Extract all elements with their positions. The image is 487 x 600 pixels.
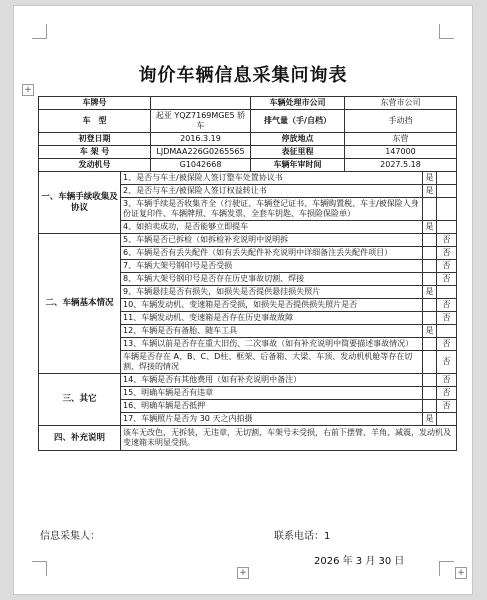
question-text: 6、车辆是否有丢失配件（如有丢失配件补充说明中详细备注丢失配件项目）: [121, 247, 423, 260]
answer-yes: 是: [423, 413, 437, 426]
table-move-handle-icon[interactable]: +: [22, 84, 34, 96]
info-row: [39, 146, 457, 159]
document-page: [14, 6, 472, 594]
answer-yes: [423, 234, 437, 247]
page-corner-mark: [439, 24, 454, 39]
question-text: 11、车辆发动机、变速箱是否存在历史事故故障: [121, 312, 423, 325]
question-text: 12、车辆是否有备胎、随车工具: [121, 325, 423, 338]
table-row: [39, 172, 457, 185]
answer-no: 否: [437, 338, 457, 351]
info-value: 起亚 YQZ7169MGE5 轿车: [151, 110, 251, 133]
answer-yes: [423, 247, 437, 260]
info-value: [151, 97, 251, 110]
answer-yes: 是: [423, 286, 437, 299]
page-corner-mark: [439, 561, 454, 576]
question-text: 1、是否与车主/被保险人签订整车处置协议书: [121, 172, 423, 185]
inquiry-form-table: [38, 96, 457, 451]
info-row: [39, 159, 457, 172]
info-value: 2016.3.19: [151, 133, 251, 146]
question-text: 2、是否与车主/被保险人签订权益转让书: [121, 185, 423, 198]
answer-no: 否: [437, 312, 457, 325]
phone-value: 1: [324, 531, 331, 542]
question-text: 16、明确车辆是否抵押: [121, 400, 423, 413]
answer-no: 否: [437, 273, 457, 286]
answer-no: 否: [437, 234, 457, 247]
info-label: 停放地点: [251, 133, 345, 146]
info-label: 车 型: [39, 110, 151, 133]
info-label: 车牌号: [39, 97, 151, 110]
info-value: 2027.5.18: [345, 159, 457, 172]
answer-no: [437, 325, 457, 338]
table-resize-handle-icon[interactable]: +: [455, 567, 467, 579]
info-label: 发动机号: [39, 159, 151, 172]
info-row: [39, 133, 457, 146]
answer-yes: 是: [423, 221, 437, 234]
answer-yes: [423, 198, 437, 221]
phone-field: [274, 527, 330, 542]
question-text: 10、车辆发动机、变速箱是否受损，如损失是否提供损失照片是否: [121, 299, 423, 312]
answer-no: 否: [437, 260, 457, 273]
answer-no: 否: [437, 374, 457, 387]
answer-no: 否: [437, 247, 457, 260]
supplement-row: [39, 426, 457, 451]
info-label: 表征里程: [251, 146, 345, 159]
section-label: 一、车辆手续收集及协议: [39, 172, 121, 234]
question-text: 15、明确车辆是否有违章: [121, 387, 423, 400]
question-text: 3、车辆手续是否收集齐全（行驶证、车辆登记证书、车辆购置税、车主/被保险人身份证复印件、车辆牌照、车辆发票、全套车钥匙、车损险保险单）: [121, 198, 423, 221]
info-value: LJDMAA226G0265565: [151, 146, 251, 159]
info-label: 排气量（手/自档）: [251, 110, 345, 133]
answer-no: [437, 286, 457, 299]
info-label: 初登日期: [39, 133, 151, 146]
answer-no: [437, 413, 457, 426]
answer-no: [437, 172, 457, 185]
answer-no: 否: [437, 299, 457, 312]
answer-yes: [423, 400, 437, 413]
answer-yes: [423, 338, 437, 351]
question-text: 13、车辆以前是否存在重大旧伤、二次事故（如有补充说明中简要描述事故情况）: [121, 338, 423, 351]
section-label: 二、车辆基本情况: [39, 234, 121, 374]
answer-no: [437, 198, 457, 221]
answer-no: 否: [437, 351, 457, 374]
answer-yes: [423, 299, 437, 312]
page-corner-mark: [32, 24, 47, 39]
answer-yes: [423, 273, 437, 286]
supplement-label: 四、补充说明: [39, 426, 121, 451]
answer-yes: [423, 387, 437, 400]
question-text: 车辆是否存在 A、B、C、D柱、框架、后备箱、大梁、车顶、发动机机舱等存在切割、焊接的情况: [121, 351, 423, 374]
info-value: G1042668: [151, 159, 251, 172]
question-text: 14、车辆是否有其他费用（如有补充说明中备注）: [121, 374, 423, 387]
answer-yes: [423, 260, 437, 273]
question-text: 9、车辆悬挂是否有损失，如损失是否提供悬挂损失照片: [121, 286, 423, 299]
answer-yes: 是: [423, 172, 437, 185]
page-title: 询价车辆信息采集问询表: [138, 65, 348, 86]
answer-yes: [423, 312, 437, 325]
info-label: 车 架 号: [39, 146, 151, 159]
question-text: 4、如拍卖成功，是否能够立即提车: [121, 221, 423, 234]
answer-no: [437, 221, 457, 234]
question-text: 7、车辆大架号钢印号是否受损: [121, 260, 423, 273]
answer-yes: 是: [423, 185, 437, 198]
question-text: 8、车辆大架号钢印号是否存在历史事故切割、焊接: [121, 273, 423, 286]
section-label: 三、其它: [39, 374, 121, 426]
signature-date: 2026 年 3 月 30 日: [314, 556, 405, 567]
collector-label: 信息采集人：: [40, 531, 100, 542]
question-text: 5、车辆是否已拆检（如拆检补充说明中说明拆: [121, 234, 423, 247]
answer-yes: 是: [423, 325, 437, 338]
info-value: 东营: [345, 133, 457, 146]
info-label: 车辆年审时间: [251, 159, 345, 172]
page-corner-mark: [32, 561, 47, 576]
info-value: 147000: [345, 146, 457, 159]
supplement-text: 该车无改色，无拆装，无违章，无切割，车架号未受损，右前下摆臂、羊角、减震，发动机及变速箱未明显受损。: [121, 426, 457, 451]
info-row: [39, 97, 457, 110]
info-value: 手动挡: [345, 110, 457, 133]
add-row-icon[interactable]: +: [237, 567, 249, 579]
phone-label: 联系电话：: [274, 531, 324, 542]
table-row: [39, 234, 457, 247]
info-row: [39, 110, 457, 133]
question-text: 17、车辆照片是否为 30 天之内拍摄: [121, 413, 423, 426]
answer-yes: [423, 351, 437, 374]
info-value: 东营市公司: [345, 97, 457, 110]
answer-no: [437, 185, 457, 198]
answer-no: 否: [437, 387, 457, 400]
answer-no: 否: [437, 400, 457, 413]
answer-yes: [423, 374, 437, 387]
table-row: [39, 374, 457, 387]
info-label: 车辆处理市公司: [251, 97, 345, 110]
